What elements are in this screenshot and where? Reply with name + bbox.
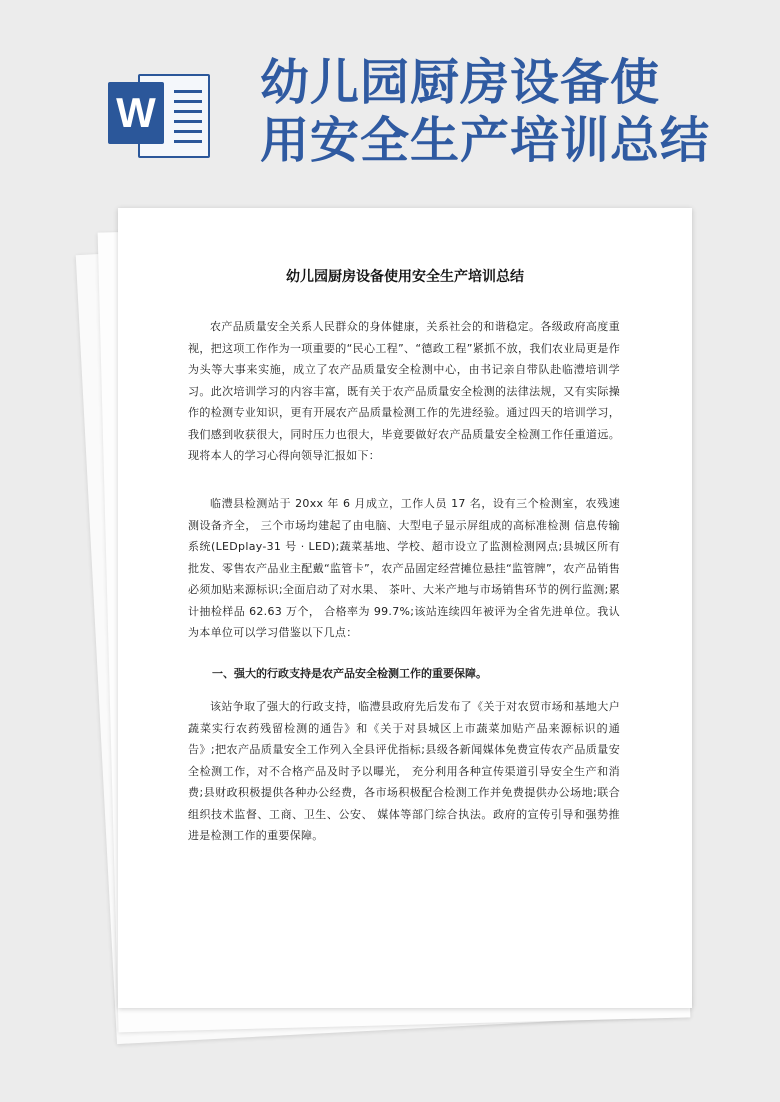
banner-title-line2: 用安全生产培训总结 xyxy=(260,112,711,169)
banner-title-line1: 幼儿园厨房设备使 xyxy=(260,54,661,111)
document-title: 幼儿园厨房设备使用安全生产培训总结 xyxy=(286,269,524,285)
word-document-icon xyxy=(108,68,208,156)
page-header xyxy=(0,0,780,190)
document-page xyxy=(118,208,692,1008)
word-letter-badge: W xyxy=(108,82,164,144)
banner-title xyxy=(260,54,770,170)
paragraph-admin-support: 该站争取了强大的行政支持，临澧县政府先后发布了《关于对农贸市场和基地大户蔬菜实行农药残留检测的通告》和《关于对县城区上市蔬菜加贴产品来源标识的通告》;把农产品质量安全工作列入全县评优指标;县级各新闻媒体免费宣传农产品质量安全检测工作，对不合格产品及时予以曝光， 充分利用各种宣传渠道引导安全生产和消费;县财政积极提供各种办公经费，各市场积极配合检测工作并免费提供办公场地;联合组织技术监督、工商、卫生、公安、 媒体等部门综合执法。政府的宣传引导和强势推进是检测工作的重要保障。 xyxy=(188,700,620,842)
paragraph-station-overview: 临澧县检测站于 20xx 年 6 月成立，工作人员 17 名，设有三个检测室，农残速测设备齐全， 三个市场均建起了由电脑、大型电子显示屏组成的高标准检测 信息传输系统(LEDplay-31 号 · LED);蔬菜基地、学校、超市设立了监测检测网点;县城区所有批发、零售农产品业主配戴“监管卡”，农产品固定经营摊位悬挂“监管牌”，农产品销售必须加贴来源标识;全面启动了对水果、 茶叶、大米产地与市场销售环节的例行监测;累计抽检样品 62.63 万个， 合格率为 99.7%;该站连续四年被评为全省先进单位。我认为本单位可以学习借鉴以下几点： xyxy=(188,497,620,639)
section-heading-1: 一、强大的行政支持是农产品安全检测工作的重要保障。 xyxy=(212,667,487,680)
paragraph-intro: 农产品质量安全关系人民群众的身体健康，关系社会的和谐稳定。各级政府高度重视，把这项工作作为一项重要的“民心工程”、“德政工程”紧抓不放，我们农业局更是作为头等大事来实施，成立了农产品质量安全检测中心，由书记亲自带队赴临澧培训学习。此次培训学习的内容丰富，既有关于农产品质量安全检测的法律法规，又有实际操作的检测专业知识，更有开展农产品质量检测工作的先进经验。通过四天的培训学习，我们感到收获很大，同时压力也很大，毕竟要做好农产品质量安全检测工作任重道远。现将本人的学习心得向领导汇报如下： xyxy=(188,320,620,462)
